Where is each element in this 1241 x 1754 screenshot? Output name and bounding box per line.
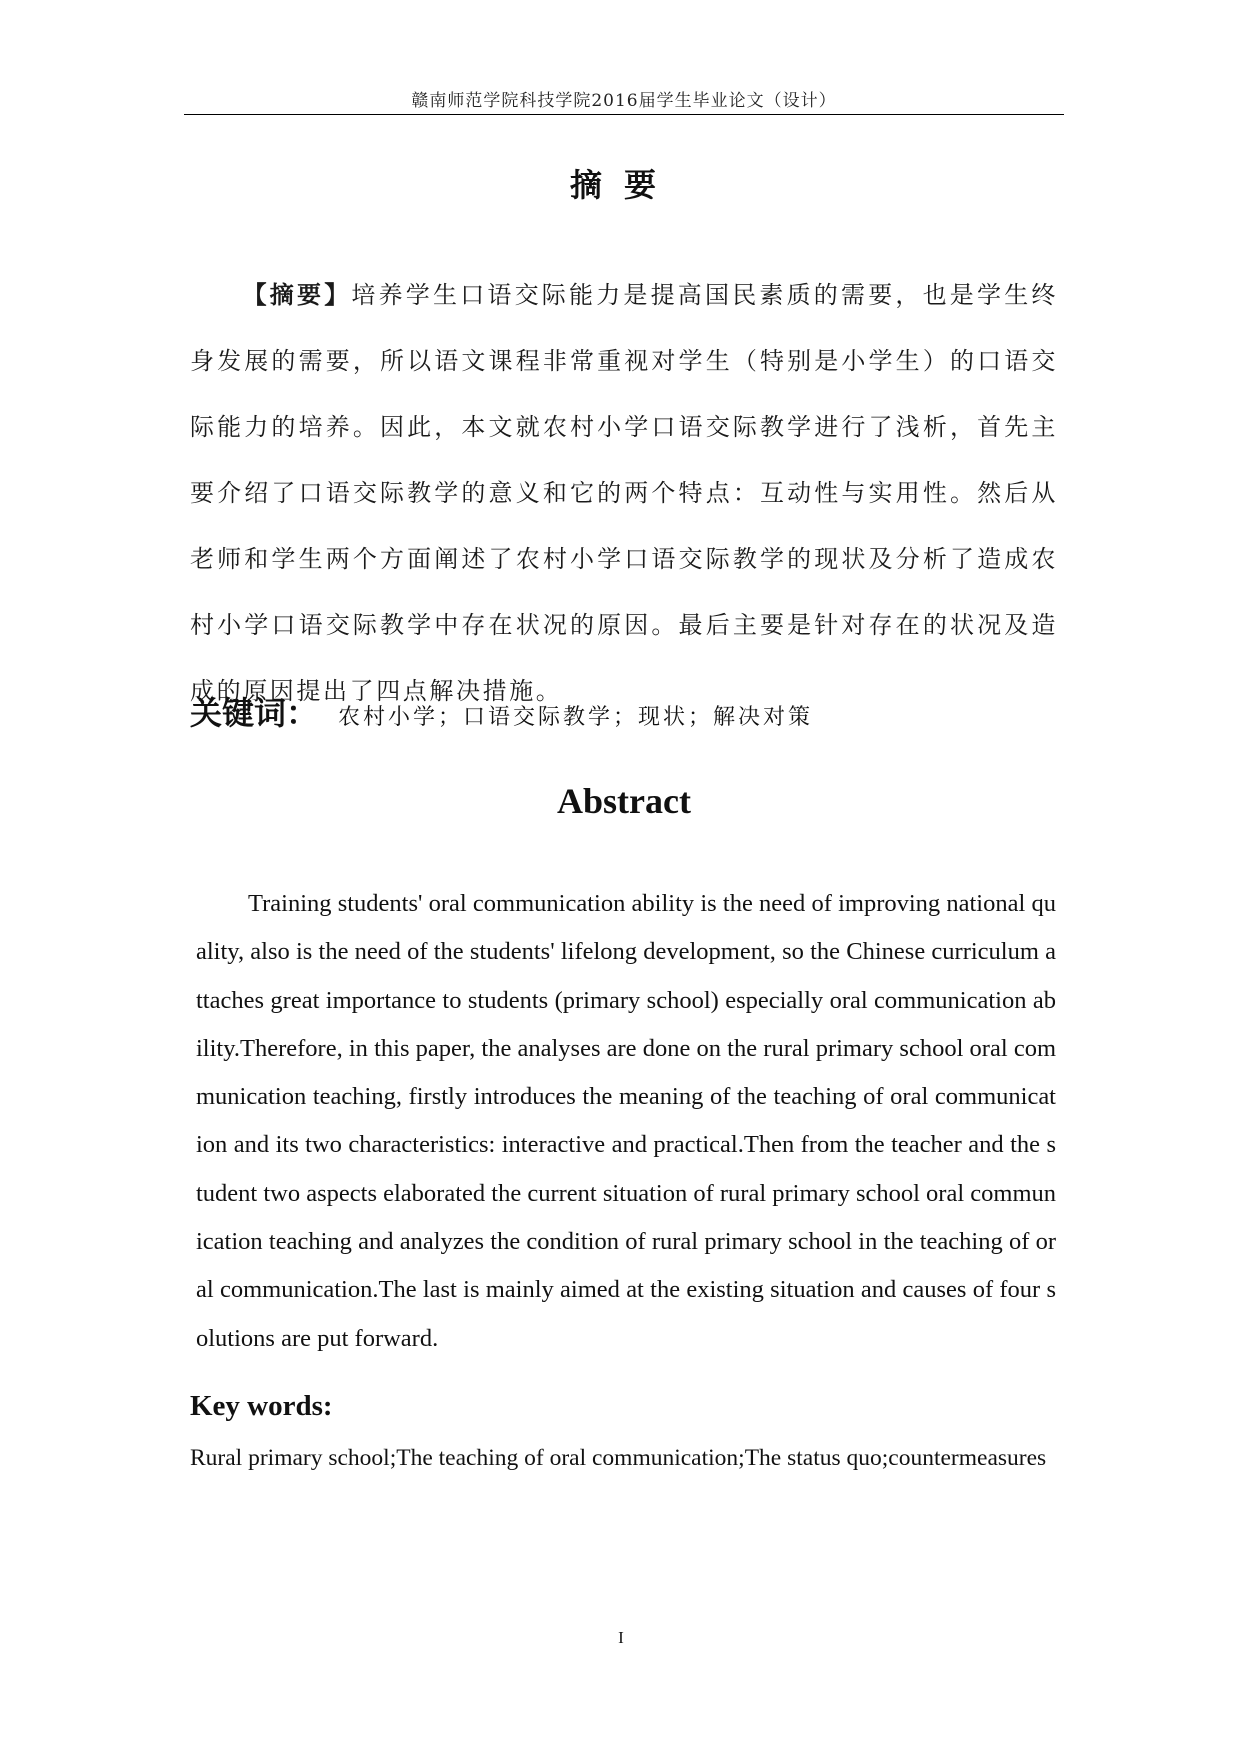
page-header: 赣南师范学院科技学院2016届学生毕业论文（设计） (411, 91, 837, 111)
english-keywords-text: Rural primary school;The teaching of oral communication;The status quo;countermeasures (190, 1445, 1047, 1471)
english-abstract-title: Abstract (557, 781, 691, 821)
chinese-abstract-text: 培养学生口语交际能力是提高国民素质的需要，也是学生终身发展的需要，所以语文课程非常重视对学生（特别是小学生）的口语交际能力的培养。因此，本文就农村小学口语交际教学进行了浅析，首先主要介绍了口语交际教学的意义和它的两个特点：互动性与实用性。然后从老师和学生两个方面阐述了农村小学口语交际教学的现状及分析了造成农村小学口语交际教学中存在状况的原因。最后主要是针对存在的状况及造成的原因提出了四点解决措施。 (190, 281, 1058, 705)
abstract-tag: 【摘要】 (242, 280, 352, 309)
chinese-abstract-title: 摘要 (569, 166, 678, 204)
english-abstract-body (196, 880, 1056, 1363)
chinese-keywords-label: 关键词： (190, 694, 319, 732)
chinese-abstract-body (190, 262, 1058, 724)
chinese-keywords (190, 688, 1060, 734)
english-keywords-label: Key words: (190, 1390, 333, 1422)
page-number: I (618, 1628, 624, 1647)
header-divider (184, 114, 1064, 115)
chinese-keywords-text: 农村小学；口语交际教学；现状；解决对策 (338, 705, 814, 730)
english-abstract-text: Training students' oral communication ability is the need of improving national quality, also is the need of the students' lifelong development, so the Chinese curriculum attaches great importance to students (primary school) especially oral communication ability.Therefore, in this paper, the analyses are done on the rural primary school oral communication teaching, firstly introduces the meaning of the teaching of oral communication and its two characteristics: interactive and practical.Then from the teacher and the student two aspects elaborated the current situation of rural primary school oral communication teaching and analyzes the condition of rural primary school in the teaching of oral communication.The last is mainly aimed at the existing situation and causes of four solutions are put forward. (196, 890, 1056, 1352)
